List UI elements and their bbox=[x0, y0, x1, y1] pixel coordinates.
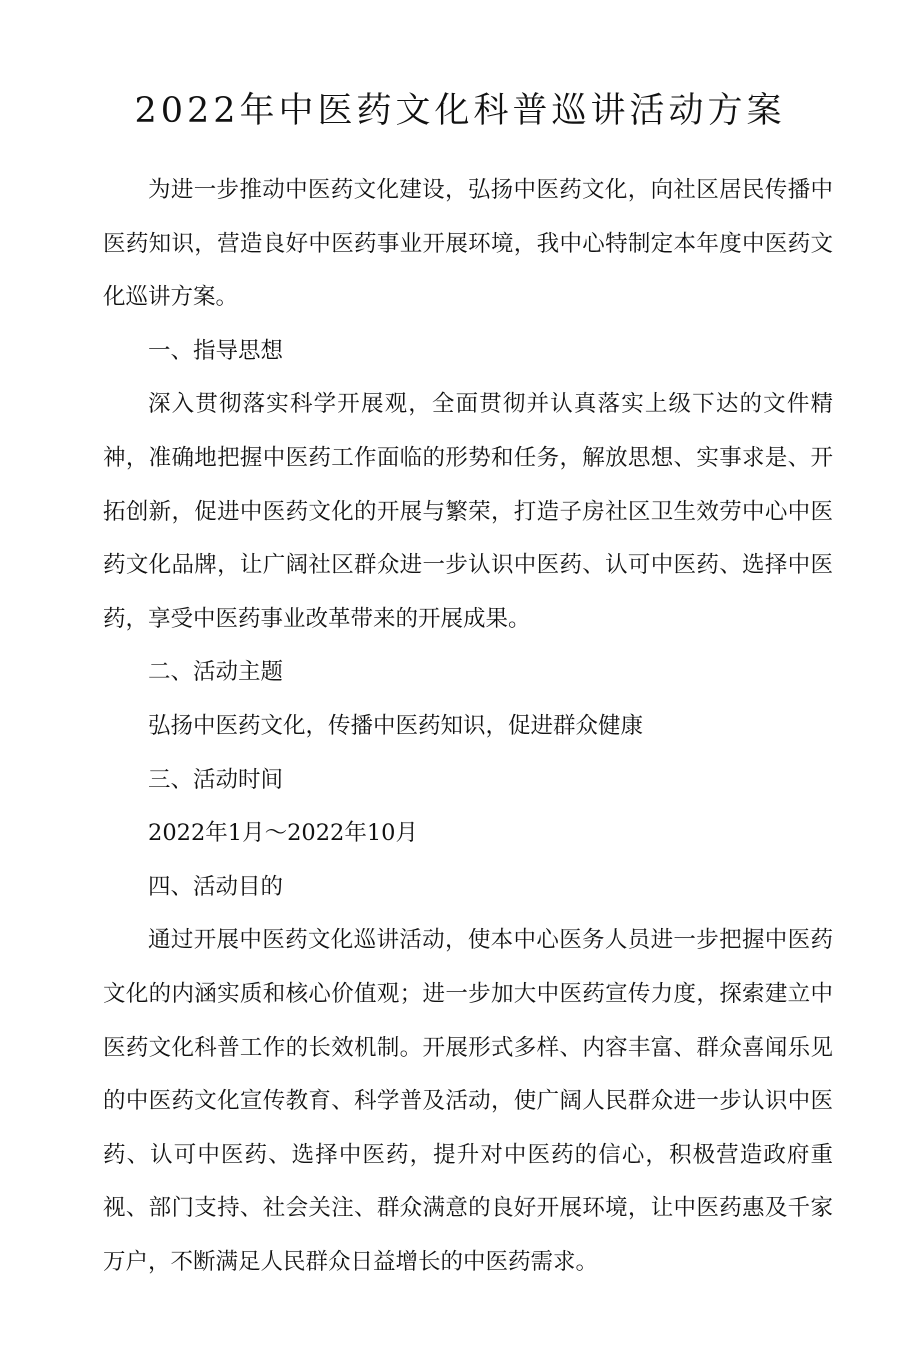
document-title: 2022年中医药文化科普巡讲活动方案 bbox=[134, 91, 786, 131]
section-heading-activity-purpose: 四、活动目的 bbox=[148, 873, 284, 900]
activity-time-paragraph: 2022年1月～2022年10月 bbox=[148, 820, 418, 847]
section-heading-activity-theme: 二、活动主题 bbox=[148, 659, 284, 686]
guiding-ideology-paragraph: 深入贯彻落实科学开展观，全面贯彻并认真落实上级下达的文件精神，准确地把握中医药工作面临的形势和任务，解放思想、实事求是、开拓创新，促进中医药文化的开展与繁荣，打造子房社区卫生效劳中心中医药文化品牌，让广阔社区群众进一步认识中医药、认可中医药、选择中医药，享受中医药事业改革带来的开展成果。 bbox=[103, 391, 833, 632]
activity-theme-paragraph: 弘扬中医药文化，传播中医药知识，促进群众健康 bbox=[148, 712, 644, 739]
intro-paragraph: 为进一步推动中医药文化建设，弘扬中医药文化，向社区居民传播中医药知识，营造良好中医药事业开展环境，我中心特制定本年度中医药文化巡讲方案。 bbox=[103, 177, 833, 311]
section-heading-guiding-ideology: 一、指导思想 bbox=[148, 337, 284, 364]
document-body bbox=[103, 164, 833, 1289]
section-heading-activity-time: 三、活动时间 bbox=[148, 766, 284, 793]
activity-purpose-paragraph: 通过开展中医药文化巡讲活动，使本中心医务人员进一步把握中医药文化的内涵实质和核心价值观；进一步加大中医药宣传力度，探索建立中医药文化科普工作的长效机制。开展形式多样、内容丰富、群众喜闻乐见的中医药文化宣传教育、科学普及活动，使广阔人民群众进一步认识中医药、认可中医药、选择中医药，提升对中医药的信心，积极营造政府重视、部门支持、社会关注、群众满意的良好开展环境，让中医药惠及千家万户，不断满足人民群众日益增长的中医药需求。 bbox=[103, 927, 833, 1275]
